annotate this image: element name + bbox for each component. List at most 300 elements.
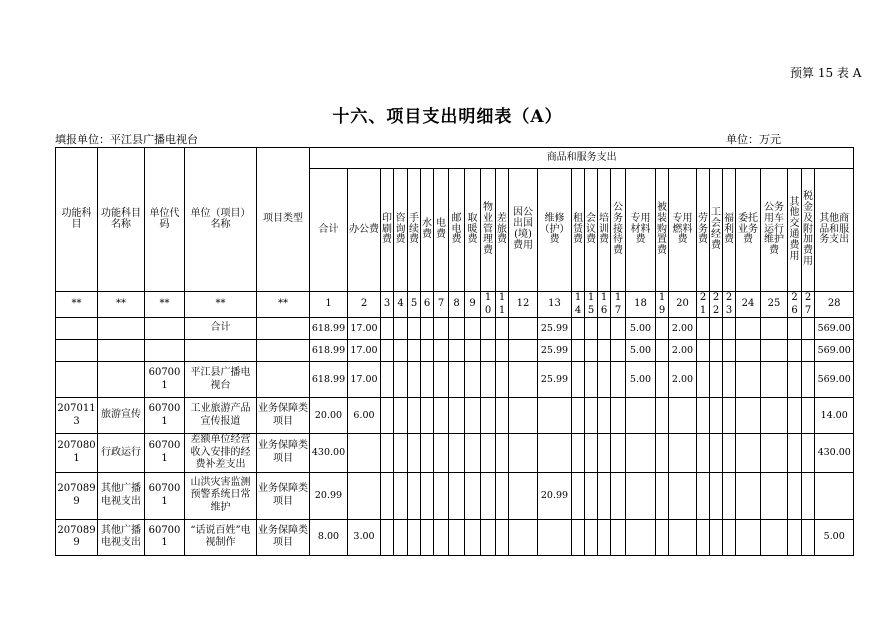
header-cell: 维修（护）费 <box>538 169 572 292</box>
header-cell: 取暖费 <box>465 169 481 292</box>
table-cell <box>98 318 145 340</box>
table-cell <box>802 519 815 555</box>
column-number: 14 <box>572 292 585 318</box>
table-cell: 20.99 <box>310 472 348 519</box>
table-cell <box>710 472 723 519</box>
table-cell <box>572 434 585 473</box>
column-number: ** <box>145 292 185 318</box>
table-cell <box>408 472 421 519</box>
table-cell <box>421 362 434 398</box>
header-cell: 手续费 <box>408 169 421 292</box>
header-cell: 印刷费 <box>381 169 394 292</box>
header-cell: 其他商品和服务支出 <box>815 169 854 292</box>
header-cell: 项目类型 <box>257 148 310 292</box>
header-cell: 公务用车运行维护费 <box>761 169 788 292</box>
table-cell <box>761 340 788 362</box>
table-cell <box>736 398 761 434</box>
table-cell <box>656 519 669 555</box>
table-cell <box>434 398 449 434</box>
table-cell <box>408 434 421 473</box>
table-cell <box>408 519 421 555</box>
column-number: 18 <box>626 292 656 318</box>
table-cell <box>538 519 572 555</box>
table-cell <box>394 362 408 398</box>
table-cell: 差额单位经营收入安排的经费补差支出 <box>185 434 257 473</box>
table-cell: 2.00 <box>669 318 697 340</box>
table-cell <box>257 318 310 340</box>
column-number: 12 <box>509 292 538 318</box>
filing-unit: 填报单位：平江县广播电视台 <box>55 133 198 146</box>
table-cell <box>496 472 509 519</box>
table-cell <box>598 362 611 398</box>
table-cell <box>736 362 761 398</box>
table-cell: 607001 <box>145 472 185 519</box>
table-cell <box>611 362 626 398</box>
table-cell <box>611 434 626 473</box>
table-cell <box>598 472 611 519</box>
table-cell <box>697 472 710 519</box>
table-cell <box>185 340 257 362</box>
table-cell: 17.00 <box>348 318 381 340</box>
table-cell <box>421 472 434 519</box>
table-cell <box>538 398 572 434</box>
table-cell <box>723 362 736 398</box>
table-row <box>56 362 854 398</box>
table-cell <box>669 519 697 555</box>
table-cell <box>509 398 538 434</box>
table-cell <box>572 318 585 340</box>
header-cell: 专用材料费 <box>626 169 656 292</box>
table-cell <box>509 340 538 362</box>
table-cell <box>585 519 598 555</box>
table-cell <box>626 472 656 519</box>
column-number: 22 <box>710 292 723 318</box>
table-cell: 607001 <box>145 519 185 555</box>
table-cell: 2070113 <box>56 398 98 434</box>
table-cell <box>394 519 408 555</box>
table-cell <box>408 340 421 362</box>
table-cell <box>669 434 697 473</box>
header-cell: 单位（项目）名称 <box>185 148 257 292</box>
header-cell: 水费 <box>421 169 434 292</box>
table-cell <box>710 434 723 473</box>
table-cell <box>710 519 723 555</box>
table-cell <box>761 398 788 434</box>
header-cell: 专用燃料费 <box>669 169 697 292</box>
column-number: 21 <box>697 292 710 318</box>
table-cell <box>723 519 736 555</box>
table-cell <box>509 519 538 555</box>
column-number: 6 <box>421 292 434 318</box>
table-cell <box>656 434 669 473</box>
table-cell <box>394 340 408 362</box>
table-cell <box>598 519 611 555</box>
table-cell <box>481 318 496 340</box>
table-cell <box>449 434 465 473</box>
table-cell <box>761 362 788 398</box>
table-cell <box>585 472 598 519</box>
table-cell <box>481 362 496 398</box>
table-cell <box>434 340 449 362</box>
table-cell <box>421 340 434 362</box>
table-cell: 3.00 <box>348 519 381 555</box>
table-cell <box>611 318 626 340</box>
table-cell <box>669 398 697 434</box>
table-cell <box>736 318 761 340</box>
table-cell <box>611 472 626 519</box>
table-cell <box>465 519 481 555</box>
column-number: 27 <box>802 292 815 318</box>
table-cell <box>723 318 736 340</box>
table-cell: 业务保障类项目 <box>257 472 310 519</box>
table-cell: 平江县广播电视台 <box>185 362 257 398</box>
table-cell <box>802 340 815 362</box>
column-number: 16 <box>598 292 611 318</box>
table-cell <box>449 362 465 398</box>
table-cell: 20.99 <box>538 472 572 519</box>
table-cell <box>381 398 394 434</box>
table-cell <box>697 318 710 340</box>
table-cell: 17.00 <box>348 340 381 362</box>
header-cell: 租赁费 <box>572 169 585 292</box>
table-cell <box>394 434 408 473</box>
table-cell <box>697 434 710 473</box>
group-header: 商品和服务支出 <box>310 148 854 169</box>
table-cell <box>434 362 449 398</box>
table-cell <box>697 362 710 398</box>
table-row <box>56 519 854 555</box>
table-cell: 旅游宣传 <box>98 398 145 434</box>
table-cell <box>509 362 538 398</box>
table-cell <box>788 519 802 555</box>
table-cell <box>449 398 465 434</box>
expenditure-table <box>55 147 854 556</box>
column-number: 4 <box>394 292 408 318</box>
table-row <box>56 318 854 340</box>
table-cell <box>761 318 788 340</box>
table-cell <box>585 318 598 340</box>
header-cell: 功能科目 <box>56 148 98 292</box>
table-cell <box>56 340 98 362</box>
column-number: ** <box>98 292 145 318</box>
table-cell: 25.99 <box>538 340 572 362</box>
table-cell <box>394 318 408 340</box>
table-cell: 569.00 <box>815 318 854 340</box>
header-cell: 因公出国(境)费用 <box>509 169 538 292</box>
column-number: 3 <box>381 292 394 318</box>
table-cell <box>465 318 481 340</box>
table-cell <box>572 362 585 398</box>
column-number: 2 <box>348 292 381 318</box>
table-cell <box>723 398 736 434</box>
table-cell <box>788 362 802 398</box>
table-cell: 618.99 <box>310 318 348 340</box>
table-cell <box>710 318 723 340</box>
column-number: ** <box>56 292 98 318</box>
table-cell: 5.00 <box>626 340 656 362</box>
table-cell <box>481 340 496 362</box>
header-cell: 委托业务费 <box>736 169 761 292</box>
table-cell <box>802 398 815 434</box>
table-cell <box>421 434 434 473</box>
column-number: 24 <box>736 292 761 318</box>
table-cell <box>802 362 815 398</box>
header-cell: 会议费 <box>585 169 598 292</box>
table-cell <box>598 318 611 340</box>
column-number: 19 <box>656 292 669 318</box>
table-cell <box>788 434 802 473</box>
table-cell <box>656 362 669 398</box>
table-cell: 607001 <box>145 398 185 434</box>
table-cell: 14.00 <box>815 398 854 434</box>
table-cell <box>394 398 408 434</box>
table-cell: 8.00 <box>310 519 348 555</box>
form-code: 预算 15 表 A <box>790 66 862 80</box>
table-cell <box>723 472 736 519</box>
table-cell <box>465 340 481 362</box>
table-cell <box>626 519 656 555</box>
table-cell <box>145 340 185 362</box>
table-cell <box>736 340 761 362</box>
column-number: 13 <box>538 292 572 318</box>
table-cell <box>710 340 723 362</box>
header-cell: 其他交通费用 <box>788 169 802 292</box>
table-cell <box>736 519 761 555</box>
table-cell <box>381 340 394 362</box>
table-cell <box>611 340 626 362</box>
table-cell <box>408 362 421 398</box>
table-cell <box>509 434 538 473</box>
table-cell <box>761 434 788 473</box>
table-cell: 569.00 <box>815 340 854 362</box>
table-cell <box>449 318 465 340</box>
header-cell: 合计 <box>310 169 348 292</box>
header-cell: 工会经费 <box>710 169 723 292</box>
table-cell: 其他广播电视支出 <box>98 472 145 519</box>
column-number: ** <box>185 292 257 318</box>
table-cell <box>723 340 736 362</box>
table-cell <box>697 398 710 434</box>
header-cell: 功能科目名称 <box>98 148 145 292</box>
column-number: 20 <box>669 292 697 318</box>
table-cell <box>572 519 585 555</box>
table-cell <box>585 398 598 434</box>
table-cell: 行政运行 <box>98 434 145 473</box>
table-cell <box>381 472 394 519</box>
table-cell: 569.00 <box>815 362 854 398</box>
table-cell: 607001 <box>145 434 185 473</box>
table-cell <box>257 340 310 362</box>
table-cell: 17.00 <box>348 362 381 398</box>
table-cell <box>434 318 449 340</box>
header-cell: 公务接待费 <box>611 169 626 292</box>
table-cell <box>465 472 481 519</box>
header-cell: 被装购置费 <box>656 169 669 292</box>
table-cell <box>572 472 585 519</box>
column-number: 23 <box>723 292 736 318</box>
header-cell: 培训费 <box>598 169 611 292</box>
table-cell <box>710 362 723 398</box>
column-number: 7 <box>434 292 449 318</box>
header-cell: 邮电费 <box>449 169 465 292</box>
column-number: 26 <box>788 292 802 318</box>
table-cell: 430.00 <box>815 434 854 473</box>
table-cell: 618.99 <box>310 340 348 362</box>
table-cell <box>656 398 669 434</box>
header-cell: 差旅费 <box>496 169 509 292</box>
table-cell <box>465 362 481 398</box>
table-cell <box>802 472 815 519</box>
column-number: 15 <box>585 292 598 318</box>
table-cell <box>736 434 761 473</box>
table-cell: 2.00 <box>669 362 697 398</box>
table-cell: 607001 <box>145 362 185 398</box>
table-cell: 工业旅游产品宣传报道 <box>185 398 257 434</box>
header-cell: 咨询费 <box>394 169 408 292</box>
column-number: 17 <box>611 292 626 318</box>
table-cell <box>381 318 394 340</box>
table-cell <box>585 434 598 473</box>
table-cell: 业务保障类项目 <box>257 519 310 555</box>
table-cell <box>710 398 723 434</box>
table-cell <box>434 519 449 555</box>
table-cell: 其他广播电视支出 <box>98 519 145 555</box>
table-cell <box>572 398 585 434</box>
table-row <box>56 340 854 362</box>
table-cell <box>598 398 611 434</box>
table-cell <box>788 340 802 362</box>
table-cell: 业务保障类项目 <box>257 398 310 434</box>
table-cell <box>697 519 710 555</box>
table-cell <box>626 398 656 434</box>
header-cell: 税金及附加费用 <box>802 169 815 292</box>
column-number: 11 <box>496 292 509 318</box>
table-cell: 2.00 <box>669 340 697 362</box>
table-cell <box>465 398 481 434</box>
column-number: 8 <box>449 292 465 318</box>
table-cell <box>496 434 509 473</box>
table-cell <box>656 318 669 340</box>
table-cell <box>585 340 598 362</box>
table-cell <box>394 472 408 519</box>
table-cell <box>656 472 669 519</box>
table-cell <box>496 398 509 434</box>
table-cell <box>434 434 449 473</box>
header-cell: 物业管理费 <box>481 169 496 292</box>
column-number: ** <box>257 292 310 318</box>
table-cell <box>481 472 496 519</box>
table-cell: 6.00 <box>348 398 381 434</box>
table-cell <box>736 472 761 519</box>
table-cell <box>788 398 802 434</box>
header-cell: 电费 <box>434 169 449 292</box>
table-cell <box>381 519 394 555</box>
table-cell: 合计 <box>185 318 257 340</box>
table-row <box>56 434 854 473</box>
table-cell: 2070801 <box>56 434 98 473</box>
table-cell <box>257 362 310 398</box>
table-cell <box>697 340 710 362</box>
table-cell <box>598 434 611 473</box>
table-cell <box>656 340 669 362</box>
table-cell <box>56 362 98 398</box>
table-cell <box>98 340 145 362</box>
header-cell: 单位代码 <box>145 148 185 292</box>
table-cell: 618.99 <box>310 362 348 398</box>
column-number: 5 <box>408 292 421 318</box>
table-cell <box>56 318 98 340</box>
table-cell <box>465 434 481 473</box>
table-cell <box>421 318 434 340</box>
table-cell <box>761 472 788 519</box>
table-cell <box>626 434 656 473</box>
table-cell <box>788 472 802 519</box>
header-cell: 劳务费 <box>697 169 710 292</box>
column-number: 10 <box>481 292 496 318</box>
table-cell <box>381 362 394 398</box>
table-row <box>56 398 854 434</box>
currency-unit: 单位：万元 <box>726 133 781 146</box>
table-cell <box>496 340 509 362</box>
table-cell <box>408 318 421 340</box>
table-cell <box>538 434 572 473</box>
table-row <box>56 472 854 519</box>
table-cell <box>572 340 585 362</box>
table-cell <box>145 318 185 340</box>
table-cell <box>509 318 538 340</box>
table-cell <box>496 318 509 340</box>
table-cell <box>481 398 496 434</box>
table-cell: 业务保障类项目 <box>257 434 310 473</box>
column-number: 28 <box>815 292 854 318</box>
table-cell: 2070899 <box>56 519 98 555</box>
table-cell <box>611 398 626 434</box>
table-cell <box>496 362 509 398</box>
table-cell <box>348 472 381 519</box>
header-cell: 福利费 <box>723 169 736 292</box>
table-cell <box>421 519 434 555</box>
table-cell <box>496 519 509 555</box>
table-cell <box>802 318 815 340</box>
table-cell: 20.00 <box>310 398 348 434</box>
table-cell <box>598 340 611 362</box>
table-cell <box>611 519 626 555</box>
table-cell: 2070899 <box>56 472 98 519</box>
table-cell: 5.00 <box>626 318 656 340</box>
table-cell <box>449 340 465 362</box>
table-cell: 430.00 <box>310 434 348 473</box>
table-cell <box>434 472 449 519</box>
column-number: 9 <box>465 292 481 318</box>
table-cell: 25.99 <box>538 362 572 398</box>
column-number: 1 <box>310 292 348 318</box>
table-cell <box>381 434 394 473</box>
table-cell <box>449 519 465 555</box>
table-cell: 5.00 <box>815 519 854 555</box>
header-cell: 办公费 <box>348 169 381 292</box>
table-cell <box>815 472 854 519</box>
page-title: 十六、项目支出明细表（A） <box>332 107 563 127</box>
table-cell <box>509 472 538 519</box>
table-cell <box>98 362 145 398</box>
table-cell: 山洪灾害监测预警系统日常维护 <box>185 472 257 519</box>
table-cell: 5.00 <box>626 362 656 398</box>
table-cell: “话说百姓”电视制作 <box>185 519 257 555</box>
table-cell <box>585 362 598 398</box>
table-cell <box>723 434 736 473</box>
table-cell <box>408 398 421 434</box>
table-cell <box>421 398 434 434</box>
